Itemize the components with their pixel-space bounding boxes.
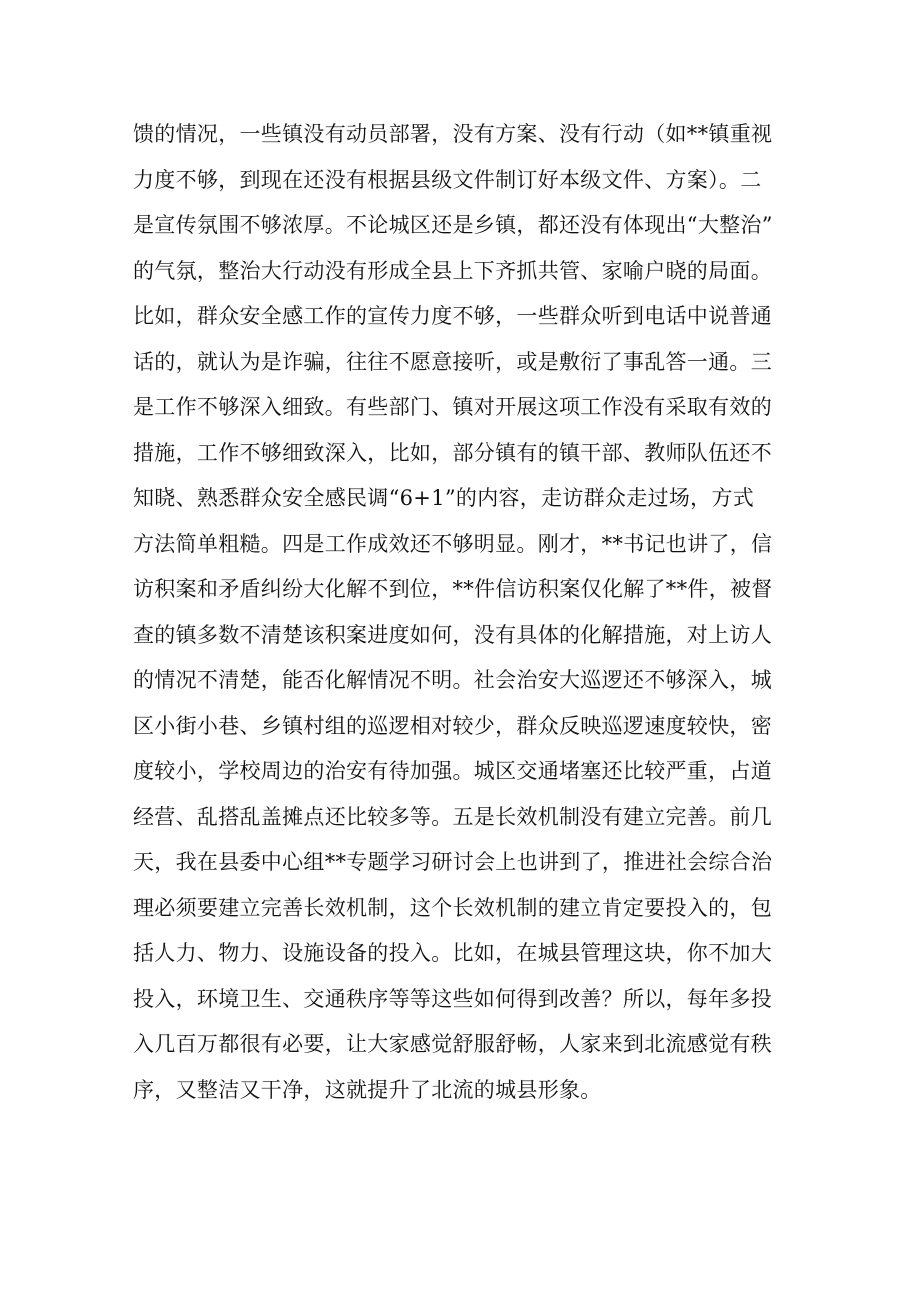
text-line: 是工作不够深入细致。有些部门、镇对开展这项工作没有采取有效的 — [133, 395, 772, 419]
text-line: 理必须要建立完善长效机制，这个长效机制的建立肯定要投入的，包 — [133, 895, 772, 920]
text-line: 查的镇多数不清楚该积案进度如何，没有具体的化解措施，对上访人 — [133, 622, 772, 647]
text-line: 馈的情况，一些镇没有动员部署，没有方案、没有行动（如**镇重视 — [133, 122, 773, 146]
text-line: 比如，群众安全感工作的宣传力度不够，一些群众听到电话中说普通 — [133, 304, 772, 328]
text-line: 是宣传氛围不够浓厚。不论城区还是乡镇，都还没有体现出“大整治” — [133, 213, 773, 237]
text-line: 括人力、物力、设施设备的投入。比如，在城县管理这块，你不加大 — [133, 941, 772, 965]
text-line: 访积案和矛盾纠纷大化解不到位，**件信访积案仅化解了**件，被督 — [133, 577, 773, 601]
text-line: 方法简单粗糙。四是工作成效还不够明显。刚才，**书记也讲了，信 — [133, 531, 773, 556]
text-line: 序，又整洁又干净，这就提升了北流的城县形象。 — [133, 1077, 602, 1102]
text-line: 度较小，学校周边的治安有待加强。城区交通堵塞还比较严重，占道 — [133, 759, 772, 783]
body-paragraph — [133, 112, 793, 1113]
text-line: 的气氛，整治大行动没有形成全县上下齐抓共管、家喻户晓的局面。 — [133, 258, 772, 283]
text-line: 力度不够，到现在还没有根据县级文件制订好本级文件、方案）。二 — [133, 167, 762, 192]
text-line: 知晓、熟悉群众安全感民调“6+1”的内容，走访群众走过场，方式 — [133, 486, 755, 510]
text-line: 区小街小巷、乡镇村组的巡逻相对较少，群众反映巡逻速度较快，密 — [133, 713, 772, 738]
text-line: 投入，环境卫生、交通秩序等等这些如何得到改善？所以，每年多投 — [133, 986, 772, 1011]
text-line: 经营、乱搭乱盖摊点还比较多等。五是长效机制没有建立完善。前几 — [133, 804, 772, 829]
text-line: 入几百万都很有必要，让大家感觉舒服舒畅，人家来到北流感觉有秩 — [133, 1032, 772, 1056]
text-line: 措施，工作不够细致深入，比如，部分镇有的镇干部、教师队伍还不 — [133, 440, 772, 465]
text-line: 的情况不清楚，能否化解情况不明。社会治安大巡逻还不够深入，城 — [133, 668, 772, 692]
text-line: 话的，就认为是诈骗，往往不愿意接听，或是敷衍了事乱答一通。三 — [133, 349, 772, 374]
text-line: 天，我在县委中心组**专题学习研讨会上也讲到了，推进社会综合治 — [133, 850, 773, 874]
